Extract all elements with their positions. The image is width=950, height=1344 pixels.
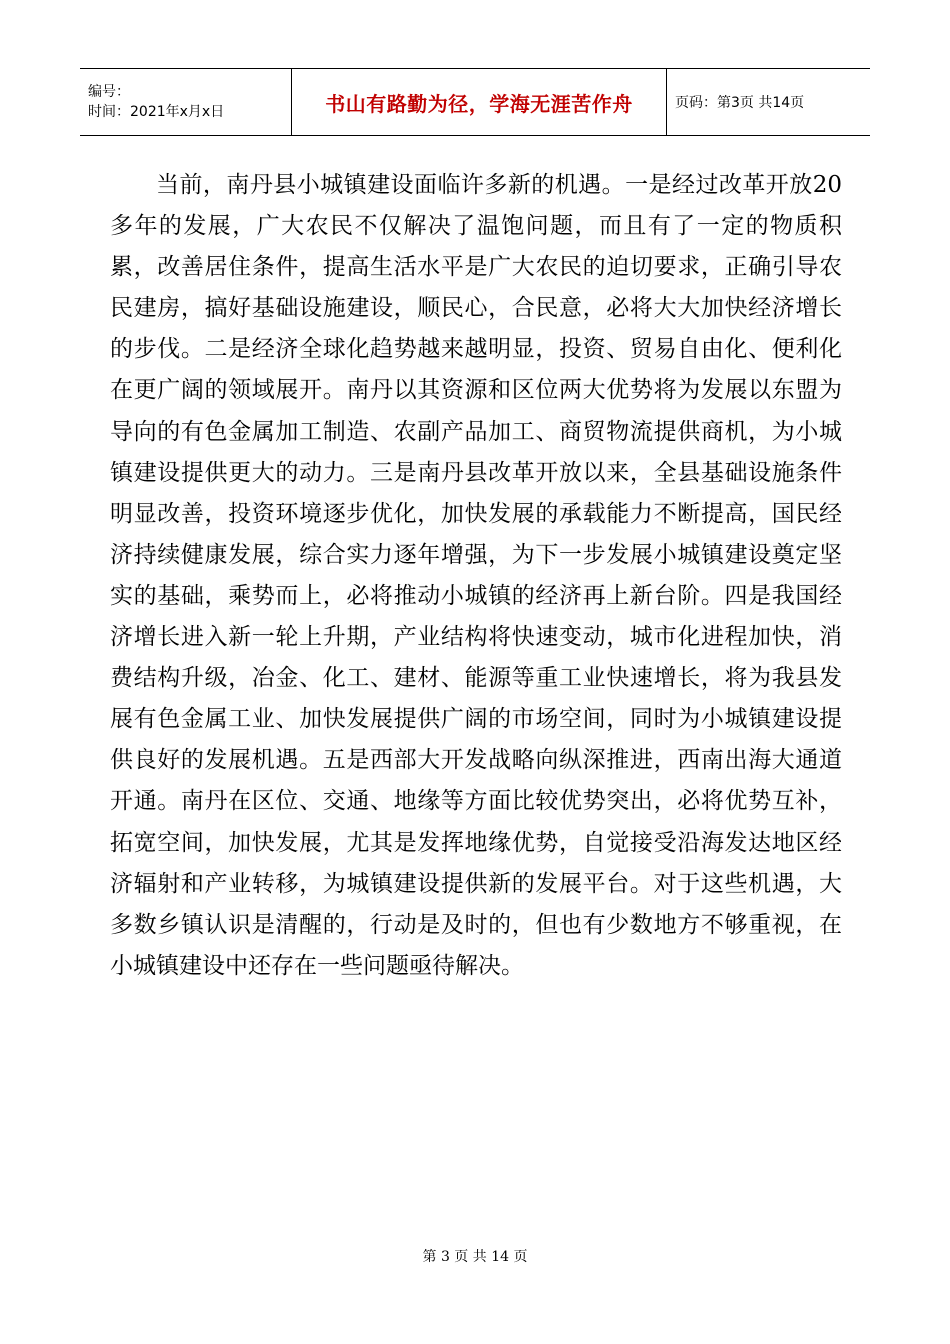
body-paragraph: 当前，南丹县小城镇建设面临许多新的机遇。一是经过改革开放20多年的发展，广大农民不仅解决了温饱问题，而且有了一定的物质积累，改善居住条件，提高生活水平是广大农民的迫切要求，正确引导农民建房，搞好基础设施建设，顺民心，合民意，必将大大加快经济增长的步伐。二是经济全球化趋势越来越明显，投资、贸易自由化、便利化在更广阔的领域展开。南丹以其资源和区位两大优势将为发展以东盟为导向的有色金属加工制造、农副产品加工、商贸物流提供商机，为小城镇建设提供更大的动力。三是南丹县改革开放以来，全县基础设施条件明显改善，投资环境逐步优化，加快发展的承载能力不断提高，国民经济持续健康发展，综合实力逐年增强，为下一步发展小城镇建设奠定坚实的基础，乘势而上，必将推动小城镇的经济再上新台阶。四是我国经济增长进入新一轮上升期，产业结构将快速变动，城市化进程加快，消费结构升级，冶金、化工、建材、能源等重工业快速增长，将为我县发展有色金属工业、加快发展提供广阔的市场空间，同时为小城镇建设提供良好的发展机遇。五是西部大开发战略向纵深推进，西南出海大通道开通。南丹在区位、交通、地缘等方面比较优势突出，必将优势互补，拓宽空间，加快发展，尤其是发挥地缘优势，自觉接受沿海发达地区经济辐射和产业转移，为城镇建设提供新的发展平台。对于这些机遇，大多数乡镇认识是清醒的，行动是及时的，但也有少数地方不够重视，在小城镇建设中还存在一些问题亟待解决。 xyxy=(110,172,842,979)
date-line: 时间：2021年x月x日 xyxy=(88,104,225,120)
header-motto-cell xyxy=(292,69,667,136)
page-header xyxy=(80,68,870,136)
header-page-cell xyxy=(667,69,871,136)
serial-number-label: 编号： xyxy=(88,84,130,100)
motto-text: 书山有路勤为径，学海无涯苦作舟 xyxy=(325,91,633,116)
header-meta-cell xyxy=(80,69,292,136)
page-info: 页码：第3页 共14页 xyxy=(675,94,805,111)
page-footer: 第 3 页 共 14 页 xyxy=(422,1249,528,1265)
